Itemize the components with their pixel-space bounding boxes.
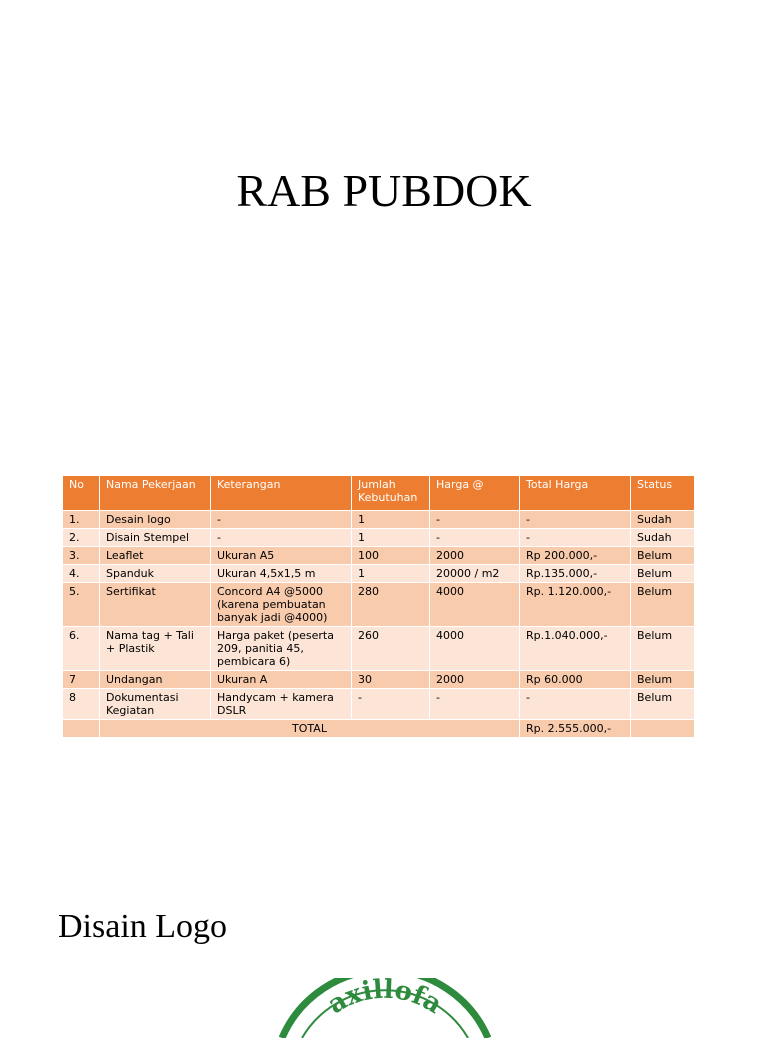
cell-nama-pekerjaan: Desain logo [100,511,211,529]
cell-no: 5. [63,583,100,627]
column-header: Keterangan [211,476,352,511]
cell-jumlah: 100 [352,547,430,565]
page-title: RAB PUBDOK [236,165,532,216]
column-header: Total Harga [520,476,631,511]
cell-harga: - [430,529,520,547]
cell-status: Belum [631,565,695,583]
cell-total-harga: Rp 200.000,- [520,547,631,565]
cell-status: Belum [631,547,695,565]
logo-text: axillofa [322,978,448,1021]
table-row [63,689,695,720]
table-header-row [63,476,695,511]
cell-keterangan: Ukuran A5 [211,547,352,565]
total-row [63,720,695,738]
cell-harga: 20000 / m2 [430,565,520,583]
cell-keterangan: Handycam + kamera DSLR [211,689,352,720]
budget-table [62,475,695,738]
cell-status: Belum [631,583,695,627]
cell-no: 4. [63,565,100,583]
cell-status: Belum [631,689,695,720]
cell-harga: 2000 [430,671,520,689]
cell-jumlah: 260 [352,627,430,671]
table-row [63,671,695,689]
cell-keterangan: - [211,511,352,529]
cell-nama-pekerjaan: Dokumentasi Kegiatan [100,689,211,720]
cell-total-harga: Rp.1.040.000,- [520,627,631,671]
cell-status: Sudah [631,511,695,529]
table-row [63,547,695,565]
cell-nama-pekerjaan: Sertifikat [100,583,211,627]
cell-harga: 4000 [430,583,520,627]
table-row [63,529,695,547]
column-header: Harga @ [430,476,520,511]
cell-no: 2. [63,529,100,547]
cell-keterangan: Ukuran A [211,671,352,689]
cell-empty [631,720,695,738]
column-header: Nama Pekerjaan [100,476,211,511]
organization-logo [260,978,510,1038]
column-header: Status [631,476,695,511]
cell-no: 7 [63,671,100,689]
cell-total-harga: - [520,529,631,547]
cell-jumlah: - [352,689,430,720]
cell-total-harga: - [520,689,631,720]
cell-status: Belum [631,671,695,689]
column-header: No [63,476,100,511]
cell-no: 1. [63,511,100,529]
cell-harga: - [430,511,520,529]
cell-empty [63,720,100,738]
cell-harga: 2000 [430,547,520,565]
column-header: Jumlah Kebutuhan [352,476,430,511]
cell-total-harga: - [520,511,631,529]
cell-total-harga: Rp 60.000 [520,671,631,689]
cell-keterangan: Harga paket (peserta 209, panitia 45, pembicara 6) [211,627,352,671]
cell-nama-pekerjaan: Disain Stempel [100,529,211,547]
cell-no: 6. [63,627,100,671]
cell-jumlah: 280 [352,583,430,627]
table-row [63,627,695,671]
table-row [63,565,695,583]
cell-no: 3. [63,547,100,565]
logo-section-title: Disain Logo [58,908,228,945]
cell-harga: - [430,689,520,720]
table-row [63,511,695,529]
cell-jumlah: 30 [352,671,430,689]
cell-nama-pekerjaan: Nama tag + Tali + Plastik [100,627,211,671]
cell-jumlah: 1 [352,565,430,583]
cell-keterangan: Concord A4 @5000 (karena pembuatan banyak jadi @4000) [211,583,352,627]
cell-keterangan: Ukuran 4,5x1,5 m [211,565,352,583]
table-row [63,583,695,627]
cell-jumlah: 1 [352,511,430,529]
cell-harga: 4000 [430,627,520,671]
cell-status: Sudah [631,529,695,547]
cell-nama-pekerjaan: Undangan [100,671,211,689]
cell-nama-pekerjaan: Leaflet [100,547,211,565]
cell-jumlah: 1 [352,529,430,547]
cell-status: Belum [631,627,695,671]
cell-no: 8 [63,689,100,720]
cell-nama-pekerjaan: Spanduk [100,565,211,583]
cell-total-harga: Rp. 1.120.000,- [520,583,631,627]
total-label: TOTAL [100,720,520,738]
cell-total-harga: Rp.135.000,- [520,565,631,583]
total-value: Rp. 2.555.000,- [520,720,631,738]
cell-keterangan: - [211,529,352,547]
